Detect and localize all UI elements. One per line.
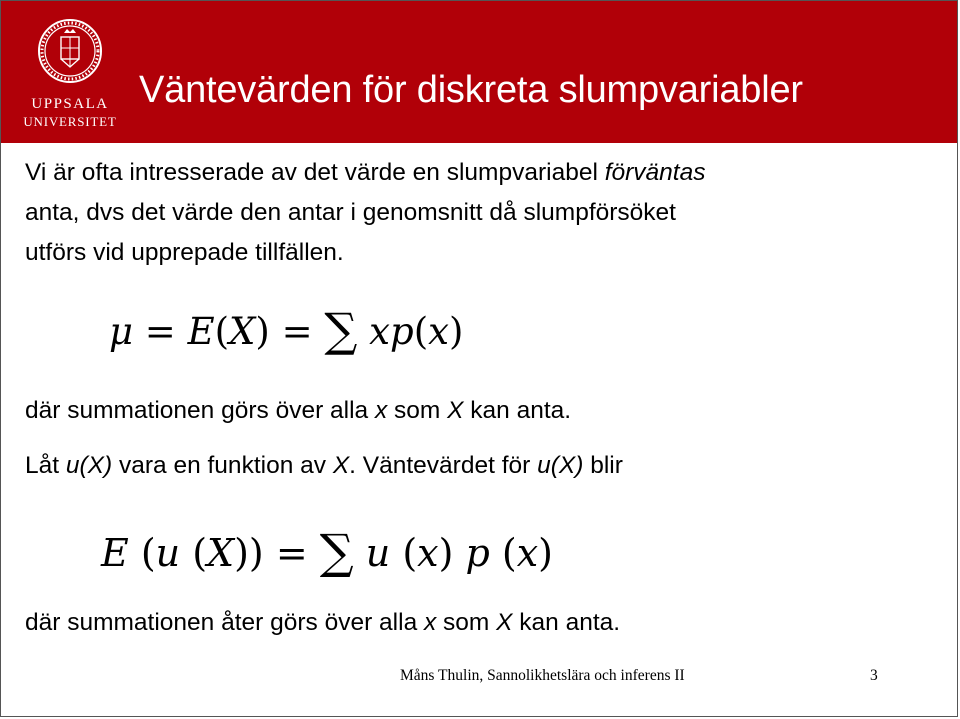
paren-open: ( bbox=[180, 531, 208, 575]
symbol-p: p bbox=[453, 531, 490, 575]
symbol-equals: = bbox=[263, 531, 320, 575]
intro-line-2: anta, dvs det värde den antar i genomsnitt då slumpförsöket bbox=[25, 199, 676, 226]
symbol-xp: xp bbox=[357, 310, 414, 353]
symbol-x-upper: X bbox=[207, 531, 235, 575]
symbol-x: x bbox=[417, 531, 439, 575]
var-x-upper: X bbox=[332, 452, 350, 479]
paren-close: )) bbox=[234, 531, 264, 575]
uppsala-university-logo bbox=[9, 11, 131, 133]
note-text: som bbox=[436, 609, 497, 636]
intro-line-3: utförs vid upprepade tillfällen. bbox=[25, 239, 344, 266]
summation-sign: ∑ bbox=[324, 303, 358, 357]
symbol-u: u bbox=[155, 531, 181, 575]
var-ux: u(X) bbox=[65, 452, 113, 479]
summation-sign: ∑ bbox=[319, 525, 354, 580]
formula-function-expectation bbox=[101, 523, 958, 578]
summation-note-2 bbox=[25, 603, 620, 643]
symbol-equals: = bbox=[269, 310, 325, 353]
paren-close: ) bbox=[438, 531, 454, 575]
symbol-equals: = bbox=[133, 310, 188, 353]
slide-title: Väntevärden för diskreta slumpvariabler bbox=[139, 69, 803, 111]
paren-open: ( bbox=[413, 310, 429, 353]
symbol-mu: μ bbox=[109, 310, 134, 353]
symbol-e: E bbox=[187, 310, 215, 353]
function-line bbox=[25, 446, 623, 486]
line-text: Låt bbox=[25, 452, 66, 479]
paren-open: ( bbox=[489, 531, 517, 575]
paren-open: ( bbox=[390, 531, 418, 575]
paren-close: ) bbox=[255, 310, 270, 353]
line-text: blir bbox=[583, 452, 623, 479]
var-x: x bbox=[374, 397, 388, 424]
var-x-upper: X bbox=[447, 397, 464, 424]
paren-close: ) bbox=[449, 310, 464, 353]
symbol-e: E bbox=[101, 531, 129, 575]
line-text: vara en funktion av bbox=[112, 452, 333, 479]
line-text: . Väntevärdet för bbox=[349, 452, 538, 479]
paren-open: ( bbox=[128, 531, 156, 575]
intro-line-1 bbox=[25, 153, 705, 193]
note-text: kan anta. bbox=[512, 609, 621, 636]
note-text: kan anta. bbox=[463, 397, 572, 424]
page-number: 3 bbox=[870, 667, 878, 684]
note-text: där summationen åter görs över alla bbox=[25, 609, 424, 636]
intro-emphasis: förväntas bbox=[604, 159, 706, 186]
var-x-upper: X bbox=[496, 609, 513, 636]
footer-author-course: Måns Thulin, Sannolikhetslära och inferens II bbox=[400, 667, 685, 684]
var-x: x bbox=[424, 609, 437, 636]
paren-close: ) bbox=[538, 531, 553, 575]
logo-line2: UNIVERSITET bbox=[23, 114, 117, 129]
note-text: som bbox=[387, 397, 448, 424]
intro-text: Vi är ofta intresserade av det värde en slumpvariabel bbox=[25, 159, 605, 186]
symbol-x: x bbox=[516, 531, 539, 575]
var-ux: u(X) bbox=[537, 452, 584, 479]
symbol-x: x bbox=[428, 310, 450, 353]
paren-open: ( bbox=[214, 310, 230, 353]
note-text: där summationen görs över alla bbox=[25, 397, 375, 424]
logo-line1: UPPSALA bbox=[31, 96, 109, 112]
formula-expectation bbox=[109, 301, 958, 355]
symbol-u: u bbox=[353, 531, 391, 575]
slide-header bbox=[1, 1, 957, 143]
summation-note-1 bbox=[25, 391, 571, 431]
slide-footer bbox=[1, 667, 957, 691]
symbol-x-upper: X bbox=[229, 310, 256, 353]
